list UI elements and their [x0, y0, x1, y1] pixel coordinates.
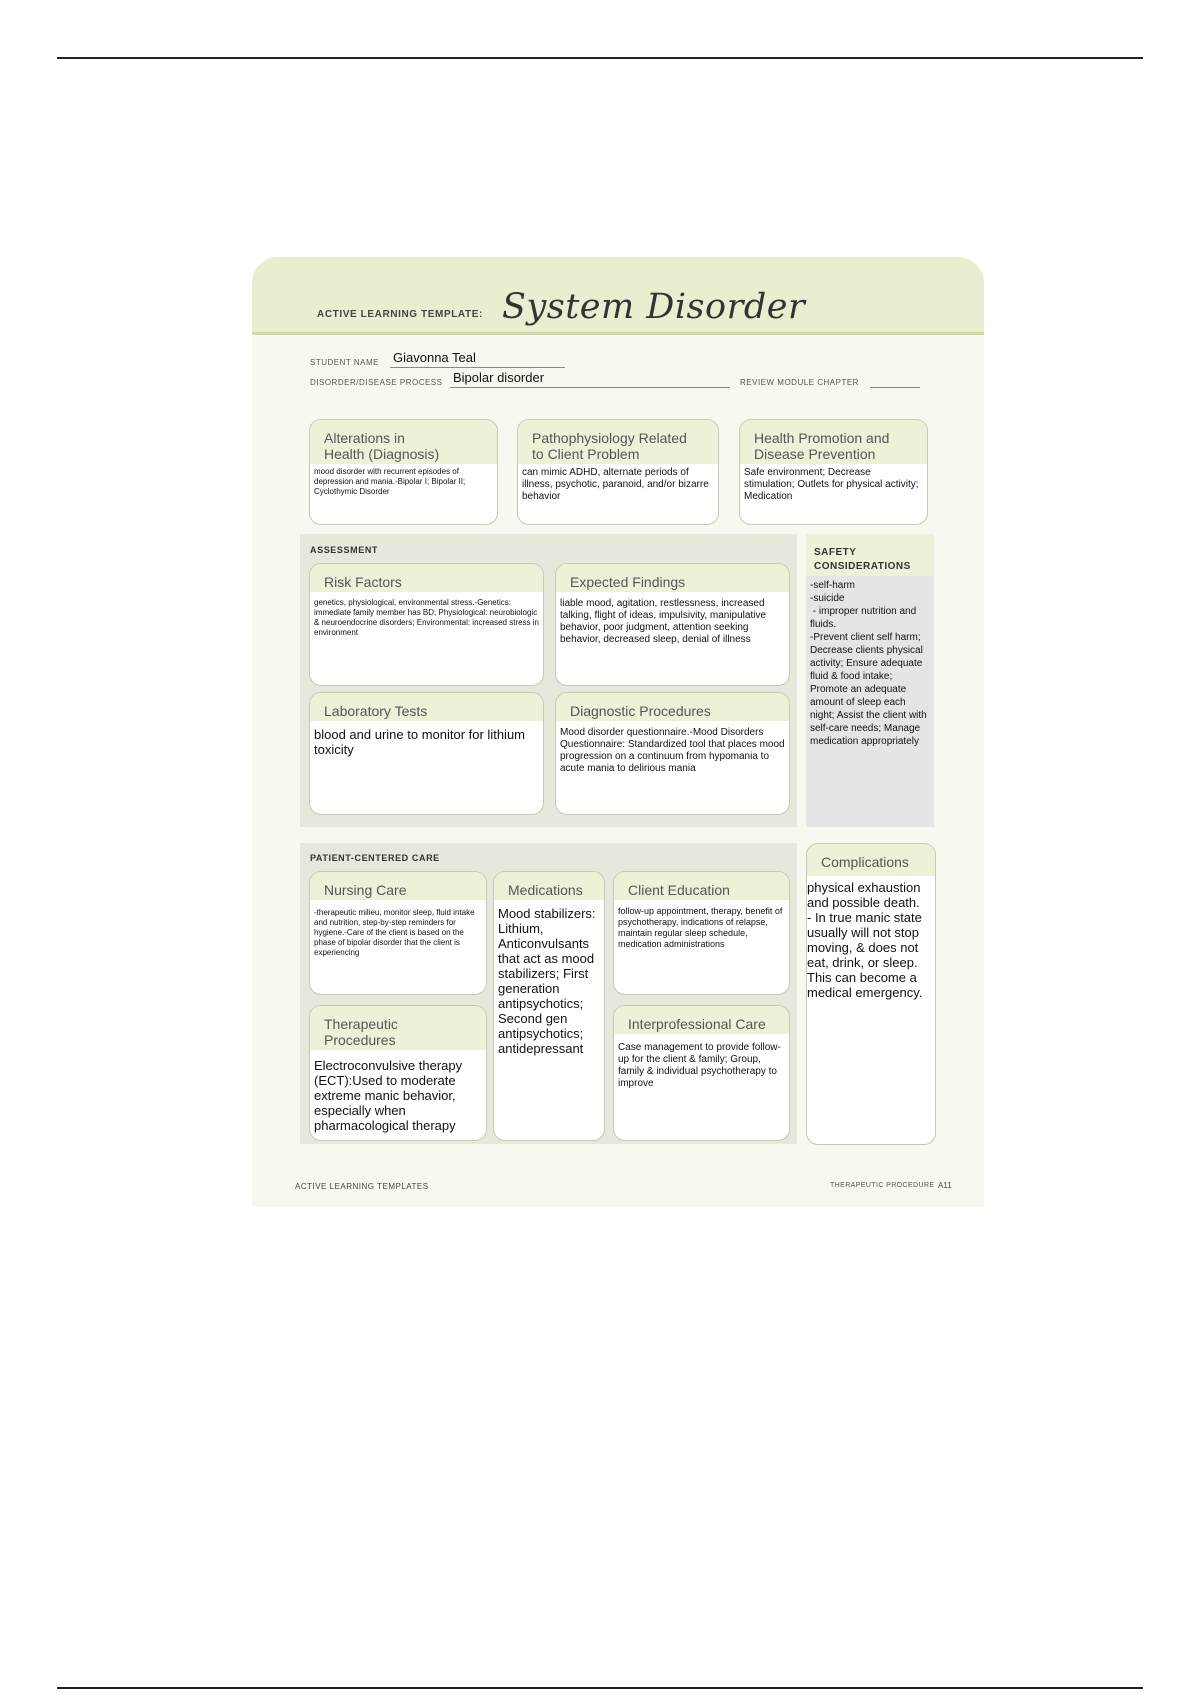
- alterations-box: [309, 419, 498, 525]
- review-module-label: REVIEW MODULE CHAPTER: [740, 378, 859, 387]
- alterations-text: mood disorder with recurrent episodes of depression and mania.-Bipolar I; Bipolar II; Cyclothymic Disorder: [314, 467, 466, 496]
- medications-box: [493, 871, 605, 1141]
- assessment-label: ASSESSMENT: [310, 545, 379, 555]
- nursing-care-text: -therapeutic milieu, monitor sleep, fluid intake and nutrition, step-by-step reminders for hygiene.-Care of the client is based on the phase of bipolar disorder that the client is experiencing: [314, 908, 475, 957]
- client-education-text: follow-up appointment, therapy, benefit of psychotherapy, indications of relapse, maintain regular sleep schedule, medication administrations: [618, 906, 783, 949]
- diagnostic-procedures-text: Mood disorder questionnaire.-Mood Disorders Questionnaire: Standardized tool that places mood progression on a continuum from hypomania to acute mania to delirious mania: [560, 727, 785, 774]
- risk-factors-box: [309, 563, 544, 686]
- student-name-label: STUDENT NAME: [310, 358, 379, 367]
- top-rule: [57, 57, 1143, 59]
- student-name-value[interactable]: Giavonna Teal: [393, 350, 476, 365]
- therapeutic-procedures-title: Therapeutic Procedures: [310, 1006, 486, 1050]
- risk-factors-title: Risk Factors: [310, 564, 543, 592]
- complications-text: physical exhaustion and possible death. - In true manic state usually will not stop moving, & does not eat, drink, or sleep. This can become a medical emergency.: [807, 880, 923, 1000]
- health-promotion-text: Safe environment; Decrease stimulation; Outlets for physical activity; Medication: [744, 467, 919, 502]
- expected-findings-box: [555, 563, 790, 686]
- review-module-line[interactable]: [870, 387, 920, 388]
- therapeutic-procedures-box: [309, 1005, 487, 1141]
- client-education-box: [613, 871, 790, 995]
- sheet-header: [252, 257, 984, 335]
- footer-left-label: ACTIVE LEARNING TEMPLATES: [295, 1182, 429, 1191]
- health-promotion-title: Health Promotion and Disease Prevention: [740, 420, 927, 464]
- laboratory-tests-box: [309, 692, 544, 815]
- footer-right-label: THERAPEUTIC PROCEDURE: [830, 1182, 935, 1189]
- disorder-label: DISORDER/DISEASE PROCESS: [310, 378, 443, 387]
- pathophysiology-text: can mimic ADHD, alternate periods of illness, psychotic, paranoid, and/or bizarre behavior: [522, 467, 709, 502]
- safety-considerations-text: -self-harm -suicide - improper nutrition and fluids. -Prevent client self harm; Decrease clients physical activity; Ensure adequate fluid & food intake; Promote an adequate amount of sleep each night; Assist the client with self-care needs; Manage medication appropriately: [810, 580, 927, 747]
- medications-text: Mood stabilizers: Lithium, Anticonvulsants that act as mood stabilizers; First generation antipsychotics; Second gen antipsychotics; antidepressant: [498, 906, 596, 1056]
- health-promotion-box: [739, 419, 928, 525]
- alterations-title: Alterations in Health (Diagnosis): [310, 420, 497, 464]
- template-title: System Disorder: [502, 287, 806, 327]
- nursing-care-title: Nursing Care: [310, 872, 486, 900]
- student-name-line: [390, 367, 565, 368]
- patient-centered-care-label: PATIENT-CENTERED CARE: [310, 853, 440, 863]
- bottom-rule: [57, 1687, 1143, 1689]
- client-education-title: Client Education: [614, 872, 789, 900]
- diagnostic-procedures-box: [555, 692, 790, 815]
- disorder-line: [450, 387, 730, 388]
- expected-findings-title: Expected Findings: [556, 564, 789, 592]
- safety-considerations-title: SAFETY CONSIDERATIONS: [814, 547, 911, 572]
- template-label: ACTIVE LEARNING TEMPLATE:: [317, 309, 483, 320]
- safety-considerations-column: [806, 534, 934, 827]
- diagnostic-procedures-title: Diagnostic Procedures: [556, 693, 789, 721]
- footer-page-number: A11: [938, 1181, 952, 1190]
- interprofessional-care-text: Case management to provide follow-up for the client & family; Group, family & individual psychotherapy to improve: [618, 1042, 781, 1089]
- laboratory-tests-title: Laboratory Tests: [310, 693, 543, 721]
- pathophysiology-box: [517, 419, 719, 525]
- risk-factors-text: genetics, physiological, environmental stress.-Genetics: immediate family member has BD; Physiological: neurobiologic & neuroendocrine disorders; Environmental: increased stress in environment: [314, 598, 540, 637]
- therapeutic-procedures-text: Electroconvulsive therapy (ECT):Used to moderate extreme manic behavior, especially when pharmacological therapy: [314, 1058, 463, 1133]
- expected-findings-text: liable mood, agitation, restlessness, increased talking, flight of ideas, impulsivity, manipulative behavior, poor judgment, attention seeking behavior, decreased sleep, denial of illness: [560, 598, 767, 645]
- interprofessional-care-title: Interprofessional Care: [614, 1006, 789, 1034]
- disorder-value[interactable]: Bipolar disorder: [453, 370, 545, 385]
- medications-title: Medications: [494, 872, 604, 900]
- pathophysiology-title: Pathophysiology Related to Client Problem: [518, 420, 718, 464]
- complications-title: Complications: [807, 844, 935, 876]
- nursing-care-box: [309, 871, 487, 995]
- complications-box: [806, 843, 936, 1145]
- laboratory-tests-text: blood and urine to monitor for lithium toxicity: [314, 727, 526, 757]
- interprofessional-care-box: [613, 1005, 790, 1141]
